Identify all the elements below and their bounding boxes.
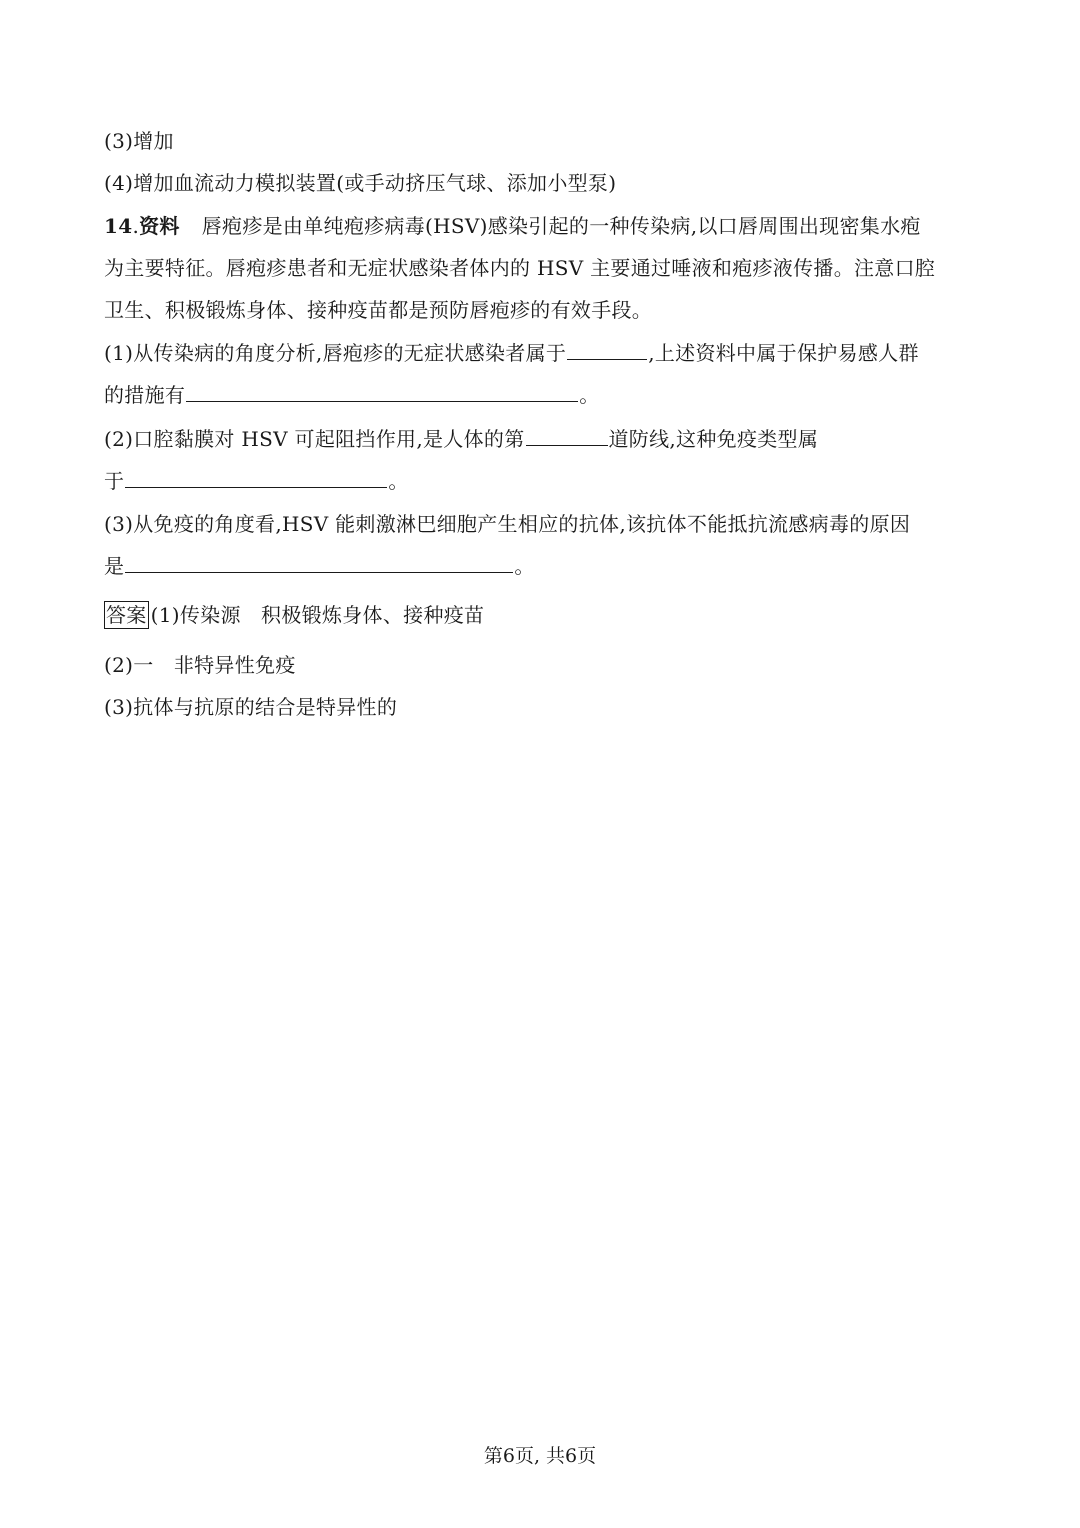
answer-blank[interactable] <box>567 339 647 360</box>
sub-question-2-line-1: (2)口腔黏膜对 HSV 可起阻挡作用,是人体的第 道防线,这种免疫类型属 <box>104 427 819 451</box>
question-number: 14 <box>104 214 133 238</box>
material-line-3: 卫生、积极锻炼身体、接种疫苗都是预防唇疱疹的有效手段。 <box>104 298 653 322</box>
page-footer: 第6页, 共6页 <box>483 1445 597 1467</box>
answer-tag: 答案 <box>106 603 147 627</box>
answer-blank[interactable] <box>186 381 578 402</box>
sub-question-1-line-2: 的措施有 。 <box>104 383 600 407</box>
material-line-2: 为主要特征。唇疱疹患者和无症状感染者体内的 HSV 主要通过唾液和疱疹液传播。注意口腔 <box>104 256 936 280</box>
answer-blank[interactable] <box>125 552 513 573</box>
answer-line-2: (2)一 非特异性免疫 <box>104 653 296 677</box>
answer-blank[interactable] <box>125 467 387 488</box>
question-label: 资料 <box>139 214 180 238</box>
sub-question-2-line-2: 于 。 <box>104 469 409 493</box>
answer-blank[interactable] <box>526 425 608 446</box>
question-14-intro: 14.资料 唇疱疹是由单纯疱疹病毒(HSV)感染引起的一种传染病,以口唇周围出现密集水疱 <box>104 214 921 238</box>
sub-question-3-line-2: 是 。 <box>104 554 535 578</box>
sub-question-3-line-1: (3)从免疫的角度看,HSV 能刺激淋巴细胞产生相应的抗体,该抗体不能抵抗流感病毒的原因 <box>104 512 911 536</box>
prev-answer-3: (3)增加 <box>104 129 174 153</box>
answer-line-3: (3)抗体与抗原的结合是特异性的 <box>104 695 398 719</box>
answer-line-1: 答案 (1)传染源 积极锻炼身体、接种疫苗 <box>106 603 485 627</box>
sub-question-1-line-1: (1)从传染病的角度分析,唇疱疹的无症状感染者属于 ,上述资料中属于保护易感人群 <box>104 341 919 365</box>
material-line-1: 唇疱疹是由单纯疱疹病毒(HSV)感染引起的一种传染病,以口唇周围出现密集水疱 <box>201 214 921 238</box>
prev-answer-4: (4)增加血流动力模拟装置(或手动挤压气球、添加小型泵) <box>104 171 617 195</box>
